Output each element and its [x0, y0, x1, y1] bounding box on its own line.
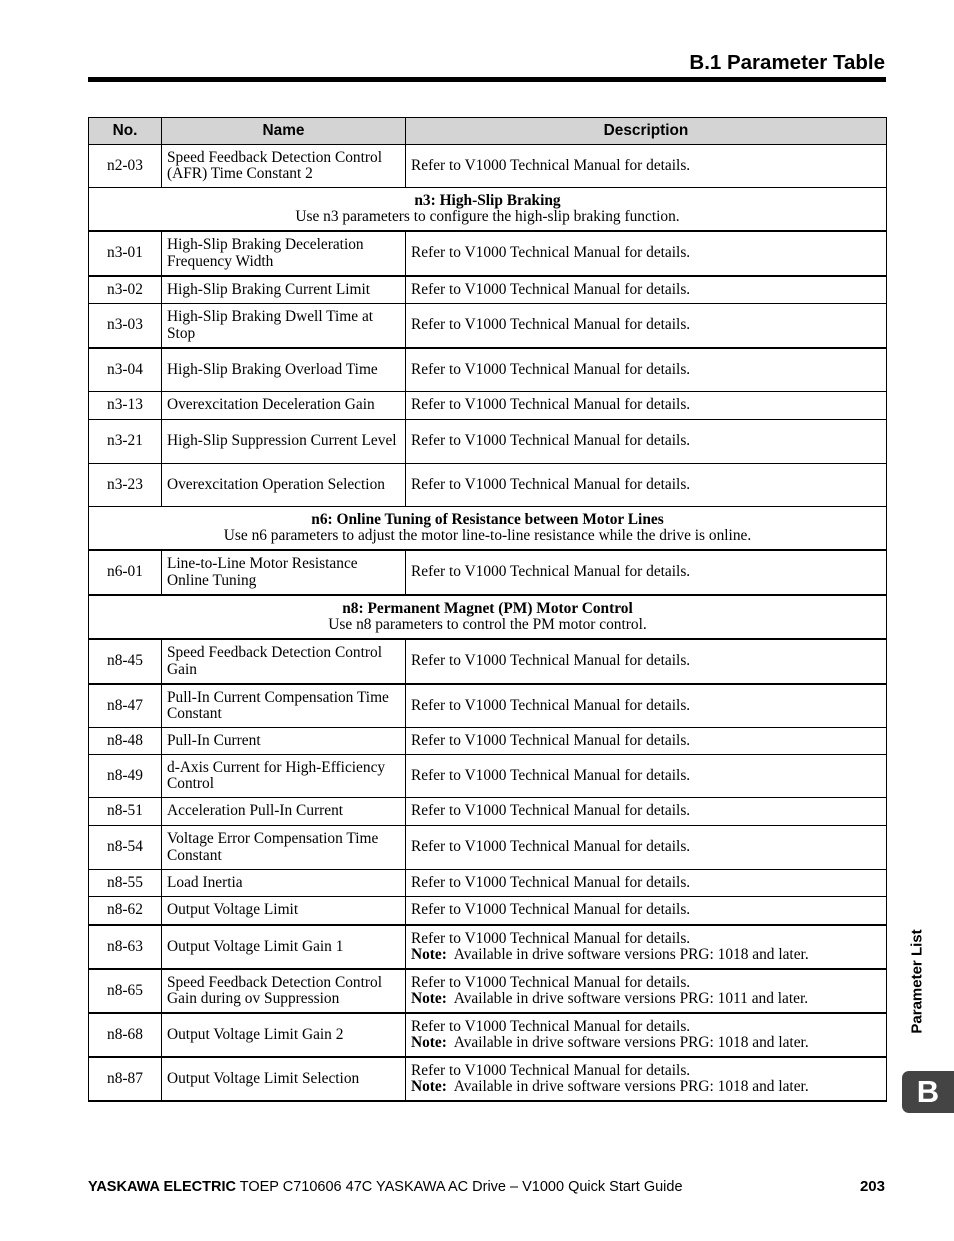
description-text: Refer to V1000 Technical Manual for details.: [411, 929, 691, 947]
param-number: n3-23: [89, 464, 162, 507]
note-line: [411, 1079, 881, 1096]
footer: [88, 1179, 683, 1195]
table-row: [89, 1057, 887, 1101]
table-row: [89, 798, 887, 826]
param-name: High-Slip Braking Current Limit: [162, 276, 406, 304]
table-row: [89, 276, 887, 304]
param-name: High-Slip Braking Dwell Time at Stop: [162, 304, 406, 349]
param-description: [406, 969, 887, 1013]
group-header-row: [89, 188, 887, 232]
table-row: [89, 870, 887, 897]
param-number: n8-51: [89, 798, 162, 826]
table-row: [89, 755, 887, 798]
table-row: [89, 348, 887, 392]
page-number: 203: [859, 1178, 885, 1195]
param-name: Output Voltage Limit Selection: [162, 1057, 406, 1101]
group-header-row: [89, 595, 887, 639]
table-row: [89, 925, 887, 969]
description-text: Refer to V1000 Technical Manual for details.: [411, 1017, 691, 1035]
note-line: [411, 947, 881, 964]
group-subtitle: Use n3 parameters to configure the high-slip braking function.: [295, 208, 680, 225]
group-header-row: [89, 507, 887, 551]
param-name: Speed Feedback Detection Control (AFR) Time Constant 2: [162, 145, 406, 188]
appendix-tab: B: [902, 1071, 954, 1113]
param-number: n8-68: [89, 1013, 162, 1057]
note-label: Note:: [411, 946, 447, 963]
param-description: Refer to V1000 Technical Manual for details.: [406, 728, 887, 755]
param-number: n3-21: [89, 420, 162, 464]
param-number: n2-03: [89, 145, 162, 188]
note-text: Available in drive software versions PRG: 1018 and later.: [453, 946, 809, 963]
param-name: d-Axis Current for High-Efficiency Control: [162, 755, 406, 798]
param-number: n3-02: [89, 276, 162, 304]
param-name: Overexcitation Operation Selection: [162, 464, 406, 507]
group-subtitle: Use n6 parameters to adjust the motor line-to-line resistance while the drive is online.: [223, 527, 752, 544]
side-section-label-text: Parameter List: [908, 928, 926, 1034]
table-row: [89, 897, 887, 926]
footer-brand: YASKAWA ELECTRIC: [88, 1179, 236, 1195]
note-label: Note:: [411, 1078, 447, 1095]
table-header-row: [89, 118, 887, 145]
note-label: Note:: [411, 990, 447, 1007]
param-description: Refer to V1000 Technical Manual for details.: [406, 276, 887, 304]
group-title: n3: High-Slip Braking: [414, 191, 561, 209]
group-header-cell: [89, 595, 887, 639]
param-name: Output Voltage Limit Gain 1: [162, 925, 406, 969]
description-text: Refer to V1000 Technical Manual for details.: [411, 1061, 691, 1079]
param-name: Output Voltage Limit Gain 2: [162, 1013, 406, 1057]
table-row: [89, 392, 887, 420]
param-description: [406, 1057, 887, 1101]
param-description: Refer to V1000 Technical Manual for details.: [406, 145, 887, 188]
table-row: [89, 304, 887, 349]
param-name: Pull-In Current Compensation Time Constant: [162, 684, 406, 728]
param-description: Refer to V1000 Technical Manual for details.: [406, 304, 887, 349]
param-description: Refer to V1000 Technical Manual for details.: [406, 420, 887, 464]
description-text: Refer to V1000 Technical Manual for details.: [411, 973, 691, 991]
table-row: [89, 826, 887, 870]
group-title: n8: Permanent Magnet (PM) Motor Control: [342, 599, 633, 617]
table-row: [89, 550, 887, 595]
param-description: Refer to V1000 Technical Manual for details.: [406, 639, 887, 684]
param-description: Refer to V1000 Technical Manual for details.: [406, 550, 887, 595]
param-description: Refer to V1000 Technical Manual for details.: [406, 392, 887, 420]
param-number: n3-01: [89, 231, 162, 276]
note-line: [411, 991, 881, 1008]
param-description: Refer to V1000 Technical Manual for details.: [406, 826, 887, 870]
param-description: [406, 925, 887, 969]
param-description: Refer to V1000 Technical Manual for details.: [406, 464, 887, 507]
param-number: n8-45: [89, 639, 162, 684]
group-subtitle: Use n8 parameters to control the PM motor control.: [328, 616, 647, 633]
param-description: Refer to V1000 Technical Manual for details.: [406, 798, 887, 826]
param-number: n8-47: [89, 684, 162, 728]
param-description: Refer to V1000 Technical Manual for details.: [406, 348, 887, 392]
param-number: n8-65: [89, 969, 162, 1013]
param-number: n8-48: [89, 728, 162, 755]
group-title: n6: Online Tuning of Resistance between Motor Lines: [311, 510, 664, 528]
param-number: n3-03: [89, 304, 162, 349]
param-description: Refer to V1000 Technical Manual for details.: [406, 897, 887, 926]
table-row: [89, 639, 887, 684]
param-number: n8-49: [89, 755, 162, 798]
note-text: Available in drive software versions PRG: 1018 and later.: [453, 1034, 809, 1051]
param-number: n3-13: [89, 392, 162, 420]
param-name: Acceleration Pull-In Current: [162, 798, 406, 826]
table-row: [89, 420, 887, 464]
note-text: Available in drive software versions PRG: 1011 and later.: [453, 990, 809, 1007]
table-row: [89, 145, 887, 188]
param-name: Load Inertia: [162, 870, 406, 897]
section-title: B.1 Parameter Table: [689, 51, 885, 74]
param-number: n8-63: [89, 925, 162, 969]
footer-doc-title: TOEP C710606 47C YASKAWA AC Drive – V1000 Quick Start Guide: [239, 1179, 683, 1195]
column-header-name: Name: [162, 118, 406, 145]
param-name: Line-to-Line Motor Resistance Online Tuning: [162, 550, 406, 595]
group-header-cell: [89, 188, 887, 232]
table-row: [89, 684, 887, 728]
table-row: [89, 728, 887, 755]
note-text: Available in drive software versions PRG: 1018 and later.: [453, 1078, 809, 1095]
param-description: [406, 1013, 887, 1057]
table-row: [89, 1013, 887, 1057]
header-rule: [88, 77, 886, 82]
param-description: Refer to V1000 Technical Manual for details.: [406, 870, 887, 897]
column-header-description: Description: [406, 118, 887, 145]
param-name: Speed Feedback Detection Control Gain during ov Suppression: [162, 969, 406, 1013]
param-name: Output Voltage Limit: [162, 897, 406, 926]
param-number: n8-87: [89, 1057, 162, 1101]
table-row: [89, 464, 887, 507]
param-number: n8-54: [89, 826, 162, 870]
param-description: Refer to V1000 Technical Manual for details.: [406, 684, 887, 728]
param-name: Voltage Error Compensation Time Constant: [162, 826, 406, 870]
param-name: High-Slip Suppression Current Level: [162, 420, 406, 464]
column-header-no: No.: [89, 118, 162, 145]
param-number: n8-55: [89, 870, 162, 897]
table-row: [89, 231, 887, 276]
table-row: [89, 969, 887, 1013]
param-name: High-Slip Braking Deceleration Frequency Width: [162, 231, 406, 276]
note-label: Note:: [411, 1034, 447, 1051]
group-header-cell: [89, 507, 887, 551]
side-section-label: [898, 917, 936, 1045]
param-name: Pull-In Current: [162, 728, 406, 755]
param-description: Refer to V1000 Technical Manual for details.: [406, 231, 887, 276]
param-name: Speed Feedback Detection Control Gain: [162, 639, 406, 684]
param-description: Refer to V1000 Technical Manual for details.: [406, 755, 887, 798]
param-name: Overexcitation Deceleration Gain: [162, 392, 406, 420]
param-number: n8-62: [89, 897, 162, 926]
param-number: n3-04: [89, 348, 162, 392]
parameter-table: [88, 117, 887, 1102]
param-name: High-Slip Braking Overload Time: [162, 348, 406, 392]
note-line: [411, 1035, 881, 1052]
param-number: n6-01: [89, 550, 162, 595]
